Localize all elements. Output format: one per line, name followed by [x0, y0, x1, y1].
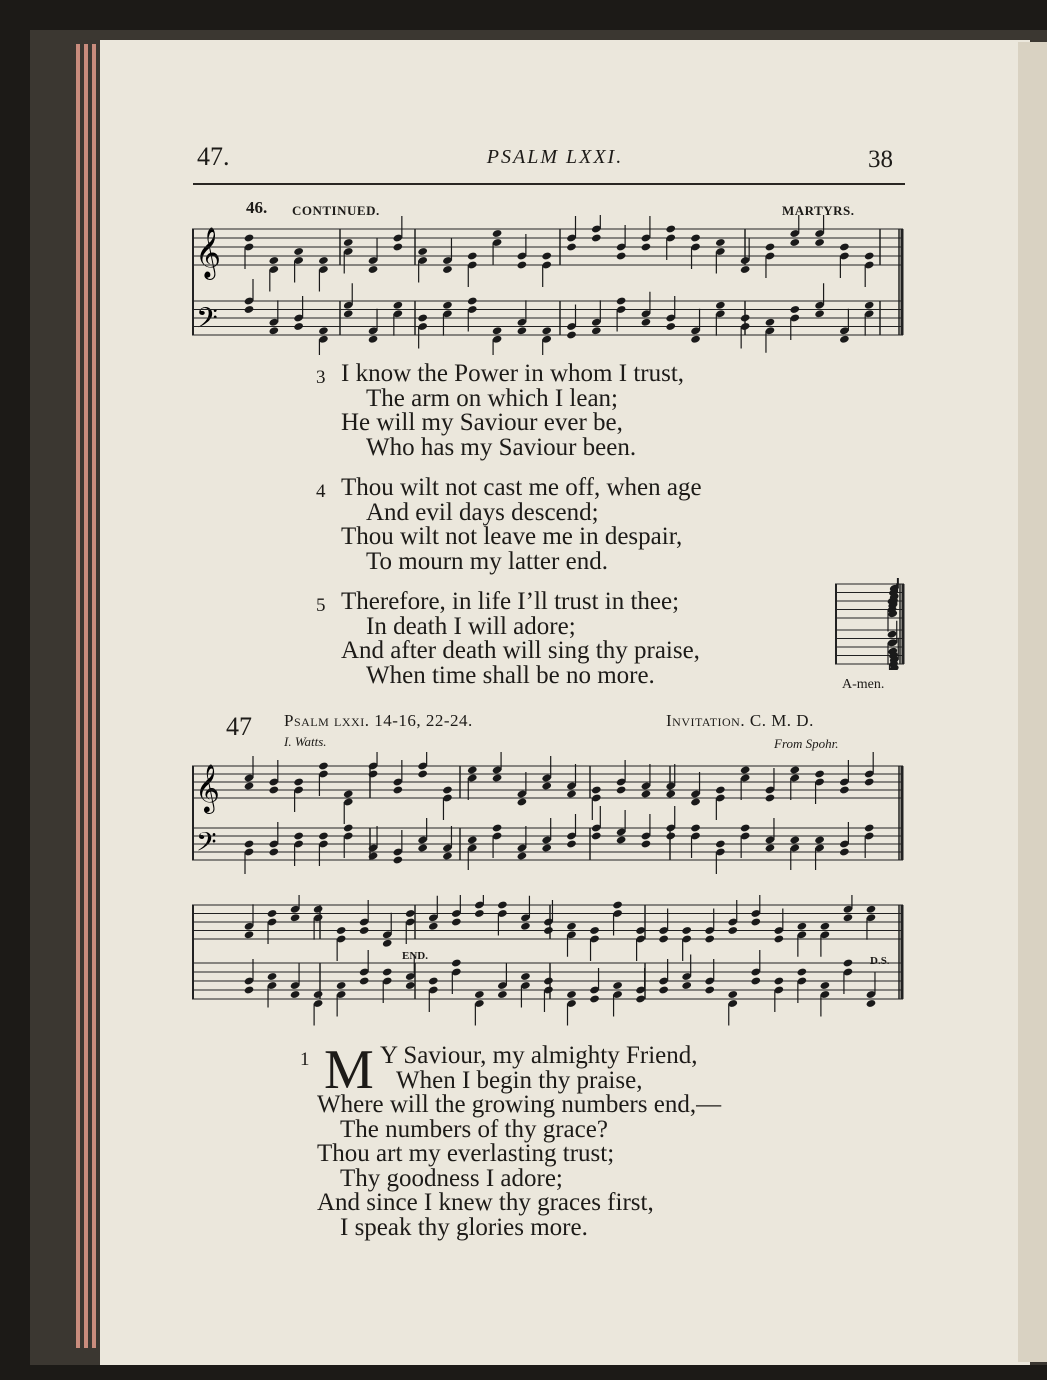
drop-cap: M	[324, 1039, 374, 1101]
end-marker: END.	[402, 950, 428, 962]
hymn47-tune: Invitation. C. M. D.	[666, 711, 814, 730]
page-edge	[84, 44, 88, 1348]
amen-label: A-men.	[842, 677, 885, 692]
verse-line: Who has my Saviour been.	[366, 433, 637, 461]
hymn46-tune-name: MARTYRS.	[782, 203, 855, 218]
staff-lines	[192, 215, 903, 355]
hymn46-number: 46.	[246, 198, 268, 217]
header-rule	[193, 183, 905, 185]
hymn46-score	[190, 215, 905, 355]
page-edge	[76, 44, 80, 1348]
hymn47-stanza-1	[300, 1039, 820, 1241]
header-title: PSALM LXXI.	[486, 146, 624, 168]
verse-line: I speak thy glories more.	[340, 1213, 588, 1241]
verse-line: The arm on which I lean;	[366, 384, 618, 412]
staff-lines	[835, 578, 904, 670]
stanza-number: 5	[316, 595, 326, 616]
verse-line: When time shall be no more.	[366, 661, 655, 689]
hymn47-composer: From Spohr.	[774, 736, 839, 751]
facing-page-edge	[1018, 42, 1047, 1362]
verse-line: In death I will adore;	[366, 612, 576, 640]
verse-line: He will my Saviour ever be,	[341, 409, 623, 436]
treble-clef-icon: 𝄞	[195, 763, 220, 812]
verse-line: When I begin thy praise,	[396, 1066, 643, 1094]
verse-line: Thou art my everlasting trust;	[317, 1140, 615, 1167]
hymn47-number: 47	[226, 712, 252, 741]
verse-line: Therefore, in life I’ll trust in thee;	[341, 588, 680, 615]
stanza-number: 1	[300, 1049, 310, 1070]
treble-clef-icon: 𝄞	[195, 227, 222, 278]
stanza-number: 3	[316, 367, 326, 388]
header-hymn-number: 47.	[197, 142, 230, 171]
hymn46-stanza-3	[316, 362, 684, 460]
verse-line: The numbers of thy grace?	[340, 1115, 608, 1143]
verse-line: Thy goodness I adore;	[340, 1164, 563, 1192]
verse-line: To mourn my latter end.	[366, 547, 608, 575]
verse-line: Where will the growing numbers end,—	[317, 1091, 722, 1118]
hymn47-author: I. Watts.	[284, 734, 327, 749]
hymn46-stanza-5	[316, 590, 700, 688]
ds-marker: D.S.	[870, 955, 890, 967]
hymn46-stanza-4	[316, 476, 702, 574]
staff-lines	[192, 895, 903, 1026]
amen-score	[833, 578, 906, 670]
header-page-number: 38	[868, 146, 893, 173]
staff-lines	[192, 752, 903, 874]
hymn47-score-system-1	[190, 752, 905, 877]
hymn46-continued-label: CONTINUED.	[292, 203, 380, 218]
page-edge	[92, 44, 96, 1348]
verse-line: Thou wilt not cast me off, when age	[341, 474, 702, 501]
bass-clef-icon: 𝄢	[196, 826, 217, 864]
verse-line: Y Saviour, my almighty Friend,	[380, 1042, 698, 1069]
verse-line: And since I knew thy graces first,	[317, 1189, 654, 1216]
bass-clef-icon: 𝄢	[196, 302, 218, 342]
hymn47-psalm-reference: Psalm lxxi. 14-16, 22-24.	[284, 711, 473, 730]
stanza-number: 4	[316, 481, 326, 502]
verse-line: I know the Power in whom I trust,	[341, 360, 685, 387]
verse-line: Thou wilt not leave me in despair,	[341, 523, 683, 550]
verse-line: And after death will sing thy praise,	[341, 637, 700, 664]
hymn47-score-system-2	[190, 895, 905, 1035]
verse-line: And evil days descend;	[366, 498, 599, 526]
